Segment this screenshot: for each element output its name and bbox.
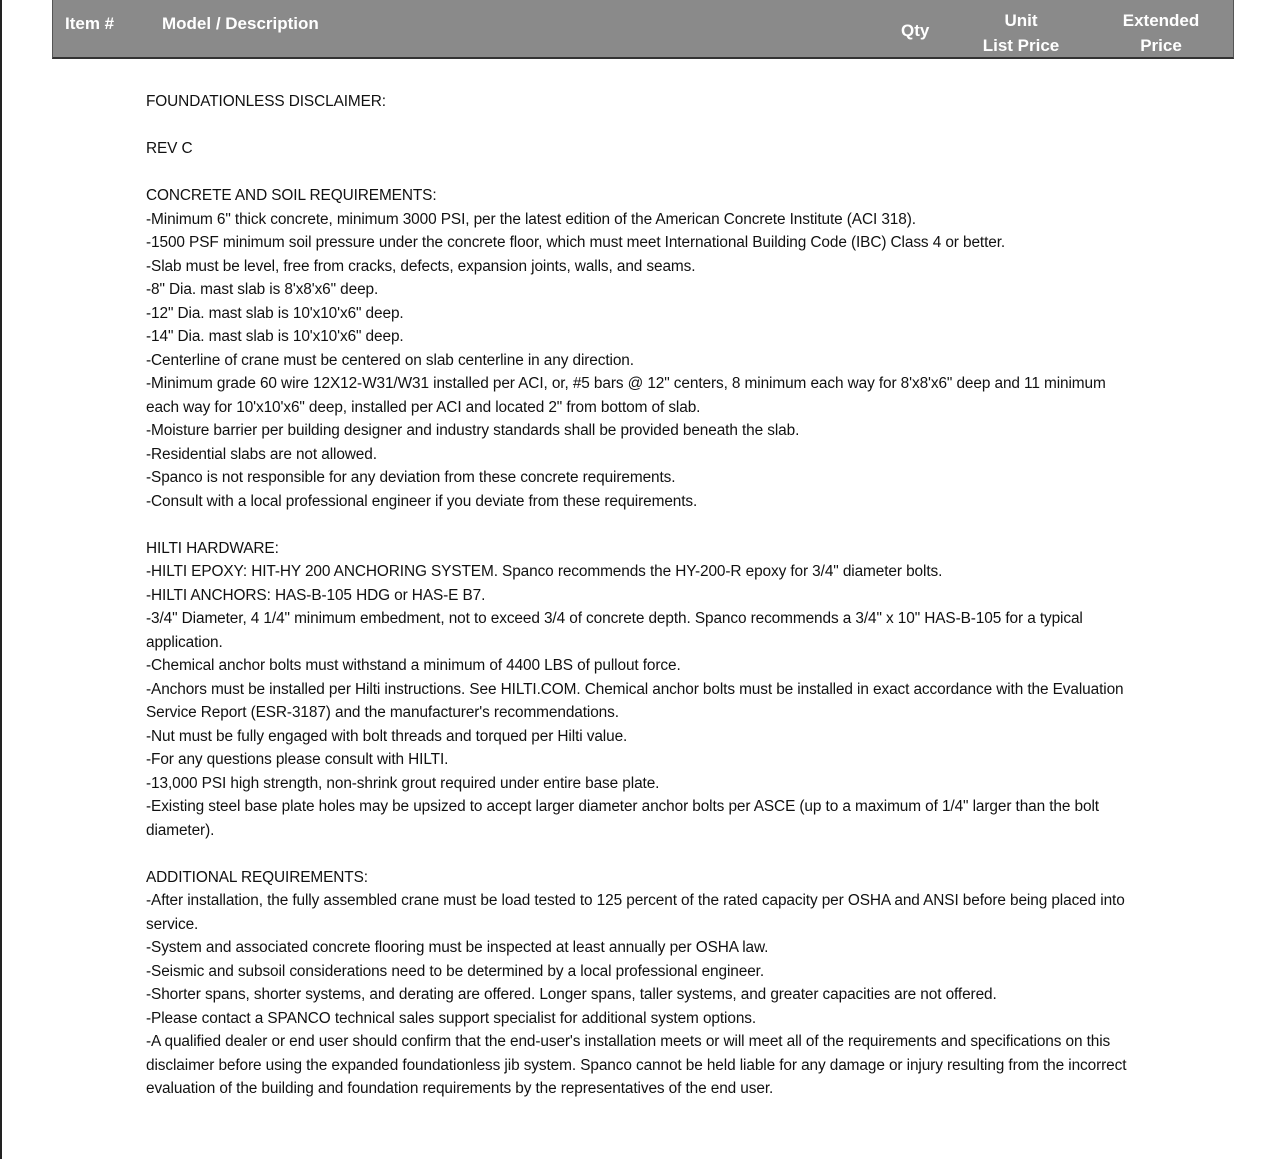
table-header	[52, 0, 1234, 59]
requirement-line: -Anchors must be installed per Hilti instructions. See HILTI.COM. Chemical anchor bolts must be installed in exact accordance with the Evaluation Service Report (ESR-3187) and the manufacturer's recommendations.	[146, 680, 1124, 721]
spacer	[146, 513, 1136, 537]
requirement-line: -System and associated concrete flooring must be inspected at least annually per OSHA law.	[146, 939, 769, 956]
requirement-line: -14" Dia. mast slab is 10'x10'x6" deep.	[146, 328, 404, 345]
requirement-line: -A qualified dealer or end user should confirm that the end-user's installation meets or will meet all of the requirements and specifications on this disclaimer before using the expanded foundationless jib system. Spanco cannot be held liable for any damage or injury resulting from the incorrect evaluation of the building and foundation requirements by the representatives of the end user.	[146, 1033, 1127, 1097]
revision-label: REV C	[146, 140, 193, 157]
disclaimer-body	[146, 90, 1136, 1101]
requirement-line: -3/4" Diameter, 4 1/4" minimum embedment, not to exceed 3/4 of concrete depth. Spanco recommends a 3/4" x 10" HAS-B-105 for a typical application.	[146, 610, 1083, 651]
requirement-line: -Nut must be fully engaged with bolt threads and torqued per Hilti value.	[146, 727, 628, 745]
header-unit-line1: Unit	[1004, 11, 1038, 30]
additional-heading: ADDITIONAL REQUIREMENTS:	[146, 868, 368, 886]
concrete-heading: CONCRETE AND SOIL REQUIREMENTS:	[146, 187, 437, 204]
requirement-line: -Residential slabs are not allowed.	[146, 445, 377, 463]
requirement-line: -Minimum 6" thick concrete, minimum 3000 PSI, per the latest edition of the American Concrete Institute (ACI 318).	[146, 210, 916, 228]
requirement-line: -For any questions please consult with HILTI.	[146, 751, 449, 768]
header-unit-line2: List Price	[982, 36, 1060, 55]
header-extended-price	[1105, 8, 1217, 58]
requirement-line: -8" Dia. mast slab is 8'x8'x6" deep.	[146, 281, 379, 298]
requirement-line: -Existing steel base plate holes may be upsized to accept larger diameter anchor bolts per ASCE (up to a maximum of 1/4" larger than the bolt diameter).	[146, 798, 1099, 839]
requirement-line: -After installation, the fully assembled crane must be load tested to 125 percent of the rated capacity per OSHA and ANSI before being placed into service.	[146, 892, 1125, 933]
requirement-line: -12" Dia. mast slab is 10'x10'x6" deep.	[146, 304, 404, 322]
requirement-line: -Please contact a SPANCO technical sales support specialist for additional system options.	[146, 1009, 757, 1027]
spacer	[146, 161, 1136, 185]
additional-requirements-list	[146, 889, 1136, 1101]
requirement-line: -13,000 PSI high strength, non-shrink grout required under entire base plate.	[146, 774, 660, 792]
header-qty: Qty	[901, 21, 930, 40]
requirement-line: -Minimum grade 60 wire 12X12-W31/W31 installed per ACI, or, #5 bars @ 12" centers, 8 minimum each way for 8'x8'x6" deep and 11 minimum each way for 10'x10'x6" deep, installed per ACI and located 2" from bottom of slab.	[146, 375, 1106, 416]
spacer	[146, 842, 1136, 866]
requirement-line: -1500 PSF minimum soil pressure under the concrete floor, which must meet International Building Code (IBC) Class 4 or better.	[146, 234, 1006, 251]
requirement-line: -Moisture barrier per building designer and industry standards shall be provided beneath the slab.	[146, 422, 800, 439]
spacer	[146, 114, 1136, 138]
requirement-line: -HILTI ANCHORS: HAS-B-105 HDG or HAS-E B7.	[146, 586, 486, 604]
requirement-line: -Chemical anchor bolts must withstand a minimum of 4400 LBS of pullout force.	[146, 657, 681, 674]
header-model-description: Model / Description	[162, 14, 319, 33]
header-item-number: Item #	[65, 14, 115, 33]
page-left-border	[0, 0, 2, 1159]
header-ext-line2: Price	[1140, 36, 1182, 55]
header-unit-list-price	[965, 8, 1077, 58]
concrete-requirements-list	[146, 208, 1136, 514]
requirement-line: -Slab must be level, free from cracks, defects, expansion joints, walls, and seams.	[146, 257, 696, 275]
requirement-line: -Shorter spans, shorter systems, and derating are offered. Longer spans, taller systems, and greater capacities are not offered.	[146, 986, 997, 1003]
hilti-hardware-list	[146, 560, 1136, 842]
requirement-line: -Spanco is not responsible for any deviation from these concrete requirements.	[146, 469, 676, 486]
hilti-heading: HILTI HARDWARE:	[146, 539, 279, 557]
header-ext-line1: Extended	[1122, 11, 1200, 30]
requirement-line: -HILTI EPOXY: HIT-HY 200 ANCHORING SYSTEM. Spanco recommends the HY-200-R epoxy for 3/4" diameter bolts.	[146, 563, 943, 580]
requirement-line: -Seismic and subsoil considerations need to be determined by a local professional engineer.	[146, 962, 765, 980]
requirement-line: -Consult with a local professional engineer if you deviate from these requirements.	[146, 492, 698, 510]
disclaimer-title: FOUNDATIONLESS DISCLAIMER:	[146, 93, 386, 110]
requirement-line: -Centerline of crane must be centered on slab centerline in any direction.	[146, 351, 634, 369]
